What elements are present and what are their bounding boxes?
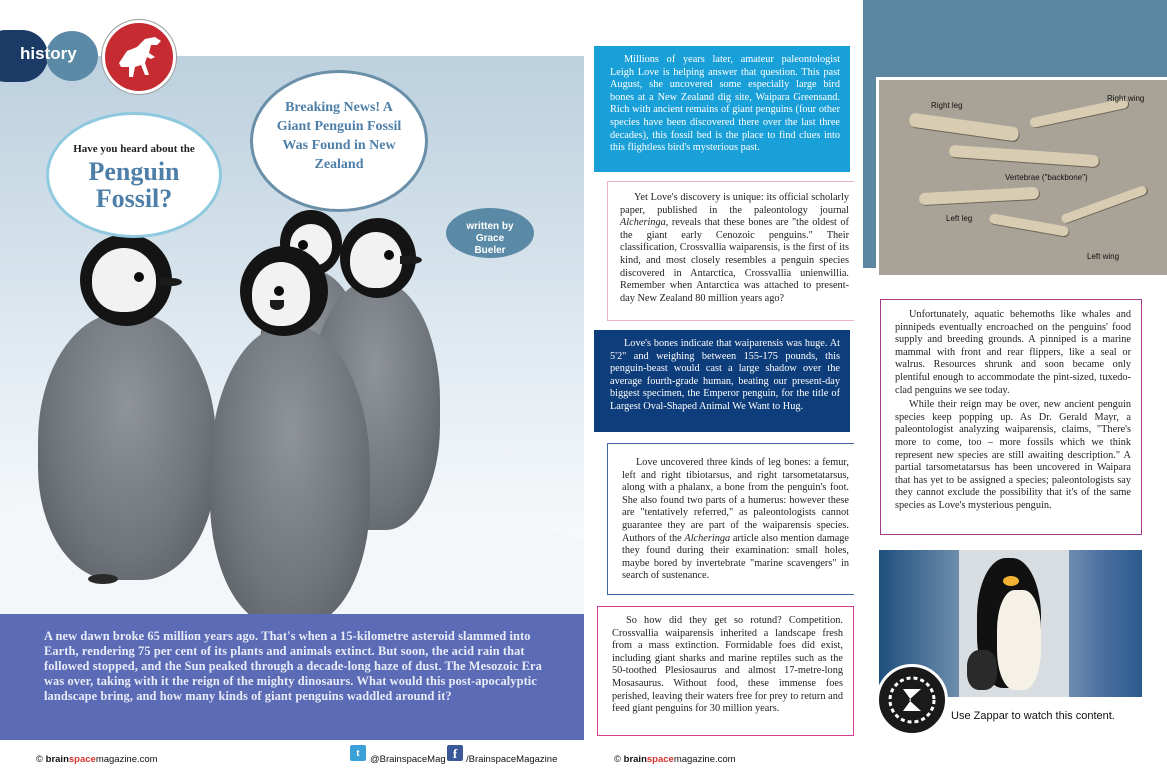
paragraph-bones-a: Love uncovered three kinds of leg bones: a femur, left and right tibiotarsus, and right tarsometatarsus, along with a phalanx, a bone from the penguin's foot. She also found two parts of a humerus: however these are "tentatively referred," as paleontologists cannot guarantee they are part of the waiparensis species. Authors of the (622, 457, 849, 544)
brand-space: space (646, 754, 674, 765)
label-right-leg: Right leg (931, 101, 963, 110)
text-box-bones (607, 443, 860, 595)
brand-space: space (68, 754, 96, 765)
brand-brain: brain (623, 754, 647, 765)
paragraph-bones-b: article also mention damage they found during their examination: small holes, maybe bored by invertebrate "marine scavengers" in search of sustenance. (622, 532, 849, 582)
bone (909, 112, 1020, 141)
paragraph-discovery-a: Yet Love's discovery is unique: its official scholarly paper, published in the paleontology journal (620, 192, 849, 216)
question-bubble (46, 112, 222, 238)
author-text: written by Grace Bueler (466, 221, 514, 256)
paragraph-new-species: While their reign may be over, new ancient penguin species keep popping up. As Dr. Gerald Mayr, a paleontologist analyzing waiparensis, claims, "There's more to come, too – more fossils which we think represent new species are still awaiting description." A partial tarsometatarsus has been uncovered in Waipara that has yet to be assigned a species; paleontologists say they cannot exclude the possibility that it's of the same species as Love's mysterious penguin. (895, 399, 1131, 511)
twitter-icon[interactable]: t (350, 745, 366, 761)
label-right-wing: Right wing (1107, 94, 1145, 103)
section-label: history (20, 44, 77, 63)
headline-bubble (250, 70, 428, 212)
copyright-symbol: © (614, 754, 621, 765)
bone (1060, 185, 1148, 224)
copyright-symbol: © (36, 754, 43, 765)
text-box-size (594, 330, 850, 432)
facebook-icon[interactable]: f (447, 745, 463, 761)
journal-name: Alcheringa (620, 217, 666, 229)
paragraph-discovery-b: , reveals that these bones are "the oldest of the giant early Cenozoic penguins." Their classification, Crossvallia waiparensis, is the first of its kind, and most closely resembles a penguin species discovered in Antarctica, Crossvallia unienwillia. Remember when Antarctica was attached to present-day New Zealand 80 million years ago? (620, 217, 849, 304)
journal-name: Alcheringa (684, 532, 731, 544)
emperor-penguin-belly (997, 590, 1041, 690)
bone (989, 213, 1070, 237)
intro-band (0, 614, 584, 740)
intro-text: A new dawn broke 65 million years ago. That's when a 15-kilometre asteroid slammed into Earth, rendering 75 per cent of its plants and animals extinct. But soon, the acid rain that followed stopped, and the Sun peaked through a decade-long haze of dust. The Mesozoic Era was over, taking with it the reign of the mighty dinosaurs. What would this post-apocalyptic landscape bring, and how many kinds of giant penguins waddled around it? (44, 629, 542, 703)
text-box-competition (597, 606, 854, 736)
text-box-love (594, 46, 850, 172)
label-left-leg: Left leg (946, 214, 973, 223)
headline-text: Breaking News! A Giant Penguin Fossil Was Found in New Zealand (276, 100, 402, 172)
question-big-text: Penguin Fossil? (88, 157, 180, 213)
t-rex-icon (102, 20, 176, 94)
zappar-caption: Use Zappar to watch this content. (951, 710, 1115, 722)
facebook-handle[interactable]: /BrainspaceMagazine (466, 754, 558, 765)
paragraph-love: Millions of years later, amateur paleontologist Leigh Love is helping answer that question. This past August, she uncovered some especially large bird bones at a New Zealand dig site, Waipara Greensand. Rich with ancient remains of giant penguins (four other species have been discovered there over the last three decades), this fossil bed is the place to find clues into this flightless bird's mysterious past. (610, 54, 840, 154)
penguin-chick-small (967, 650, 997, 690)
brand-rest: magazine.com (95, 754, 158, 765)
bone (949, 145, 1099, 167)
paragraph-bones (622, 457, 849, 583)
bone (919, 187, 1039, 205)
paragraph-competition: So how did they get so rotund? Competition. Crossvallia waiparensis inherited a landscape fresh from a mass extinction. Formidable foes did exist, including giant sharks and marine reptiles such as the 50-toothed Plesiosaurus and almost 17-metre-long Mosasaurus. Without food, these immense foes perished, leaving their waters free for prey to return and feed giant penguins for 30 million years. (612, 615, 843, 715)
label-vertebrae: Vertebrae ("backbone") (1005, 173, 1088, 182)
author-bubble (446, 208, 534, 258)
label-left-wing: Left wing (1087, 252, 1120, 261)
paragraph-discovery (620, 192, 849, 305)
brand-brain: brain (45, 754, 69, 765)
footer-brand-left[interactable] (36, 754, 158, 765)
twitter-handle[interactable]: @BrainspaceMag (370, 754, 446, 765)
brand-rest: magazine.com (673, 754, 736, 765)
text-box-decline (880, 299, 1142, 535)
page-gutter (854, 0, 863, 784)
fossil-photo (876, 77, 1167, 278)
question-small-text: Have you heard about the (73, 143, 195, 155)
text-box-discovery (607, 181, 860, 321)
emperor-penguin-ear-patch (1003, 576, 1019, 586)
zappar-icon[interactable] (876, 664, 948, 736)
paragraph-size: Love's bones indicate that waiparensis was huge. At 5'2" and weighing between 155-175 pounds, this penguin-beast would cast a large shadow over the average fourth-grade human, beating our present-day biggest specimen, the Emperor penguin, for the title of Largest Oval-Shaped Animal We Want to Hug. (610, 338, 840, 412)
paragraph-decline: Unfortunately, aquatic behemoths like whales and pinnipeds eventually encroached on the penguins' food supply and breeding grounds. A pinniped is a marine mammal with front and rear flippers, like a seal or walrus. Resources shrunk and soon became only plentiful enough to accommodate the pint-sized, tuxedo-clad penguins we see today. (895, 309, 1131, 396)
footer-brand-right[interactable] (614, 754, 736, 765)
